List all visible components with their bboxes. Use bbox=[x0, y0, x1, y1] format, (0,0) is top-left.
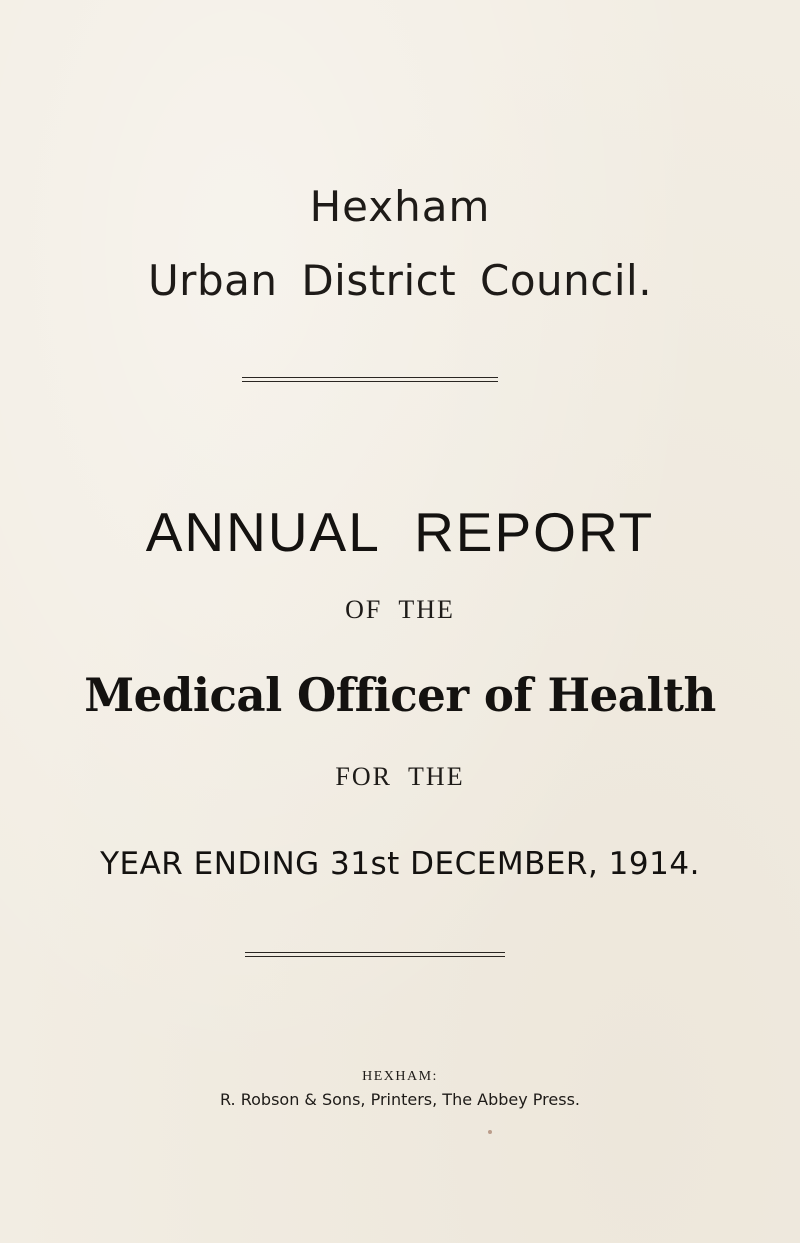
year-ending: YEAR ENDING 31st DECEMBER, 1914. bbox=[100, 846, 700, 882]
town-name: Hexham bbox=[309, 182, 491, 231]
of-the-label: OF THE bbox=[345, 595, 455, 624]
officer-title: Medical Officer of Health bbox=[84, 668, 716, 722]
report-title: ANNUAL REPORT bbox=[145, 501, 655, 563]
bottom-divider bbox=[245, 952, 505, 957]
imprint-place: HEXHAM: bbox=[362, 1069, 438, 1084]
ink-speck bbox=[488, 1130, 492, 1134]
imprint-printer: R. Robson & Sons, Printers, The Abbey Press. bbox=[220, 1090, 580, 1109]
for-the-label: FOR THE bbox=[335, 762, 465, 791]
council-name: Urban District Council. bbox=[147, 256, 653, 305]
top-divider bbox=[242, 377, 498, 382]
